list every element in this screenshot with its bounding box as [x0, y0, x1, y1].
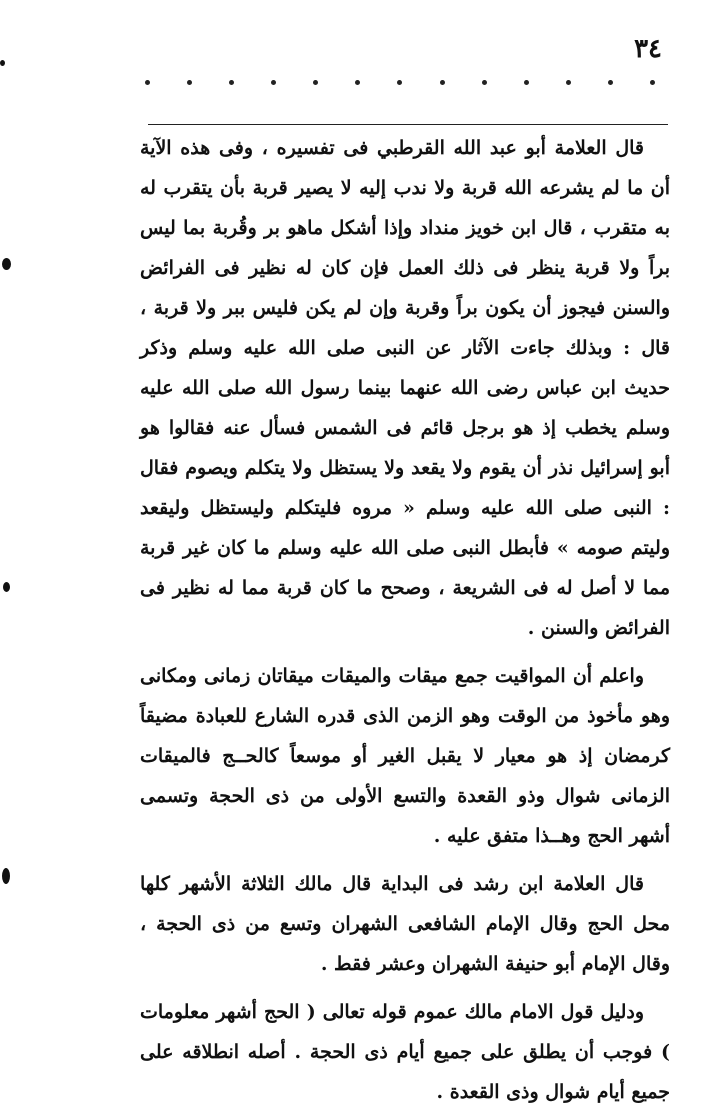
- body-text: [140, 128, 670, 1112]
- separator-dot: [566, 80, 571, 85]
- separator-dot: [313, 80, 318, 85]
- page-number: ٣٤: [634, 34, 662, 64]
- separator-dot: [608, 80, 613, 85]
- scan-blot: [0, 60, 5, 66]
- separator-dot: [187, 80, 192, 85]
- separator-dot: [271, 80, 276, 85]
- scan-blot: [2, 258, 11, 270]
- scan-blot: [2, 868, 10, 884]
- header-rule: [148, 124, 668, 125]
- separator-dot: [229, 80, 234, 85]
- paragraph-malik-evidence: ودليل قول الامام مالك عموم قوله تعالى ( الحج أشهر معلومات ) فوجب أن يطلق على جميع أيام ذى الحجة . أصله انطلاقه على جميع أيام شوال وذى القعدة .: [140, 1001, 670, 1103]
- scan-blot: [3, 582, 10, 592]
- separator-dot: [482, 80, 487, 85]
- separator-dot: [397, 80, 402, 85]
- paragraph-qurtubi: قال العلامة أبو عبد الله القرطبي فى تفسيره ، وفى هذه الآية أن ما لم يشرعه الله قربة ولا ندب إليه لا يصير قربة بأن يتقرب له به متقرب ، قال ابن خويز منداد وإذا أشكل ماهو بر وقُربة بما ليس براً ولا قربة ينظر فى ذلك العمل فإن كان له نظير فى الفرائض والسنن فيجوز أن يكون براً وقربة وإن لم يكن فليس ببر ولا قربة ، قال : وبذلك جاءت الآثار عن النبى صلى الله عليه وسلم وذكر حديث ابن عباس رضى الله عنهما بينما رسول الله صلى الله عليه وسلم يخطب إذ هو برجل قائم فى الشمس فسأل عنه فقالوا هو أبو إسرائيل نذر أن يقوم ولا يقعد ولا يستظل ولا يتكلم ويصوم فقال : النبى صلى الله عليه وسلم « مروه فليتكلم وليستظل وليقعد وليتم صومه » فأبطل النبى صلى الله عليه وسلم ما كان غير قربة مما لا أصل له فى الشريعة ، وصحح ما كان قربة مما له نظير فى الفرائض والسنن .: [140, 137, 670, 639]
- paragraph-mawaqit: واعلم أن المواقيت جمع ميقات والميقات ميقاتان زمانى ومكانى وهو مأخوذ من الوقت وهو الزمن الذى قدره الشارع للعبادة مضيقاً كرمضان إذ هو معيار لا يقبل الغير أو موسعاً كالحــج فالميقات الزمانى شوال وذو القعدة والتسع الأولى من ذى الحجة وتسمى أشهر الحج وهــذا متفق عليه .: [140, 665, 670, 847]
- separator-dots: [145, 80, 655, 85]
- separator-dot: [440, 80, 445, 85]
- separator-dot: [145, 80, 150, 85]
- separator-dot: [355, 80, 360, 85]
- separator-dot: [650, 80, 655, 85]
- separator-dot: [524, 80, 529, 85]
- paragraph-ibn-rushd: قال العلامة ابن رشد فى البداية قال مالك الثلاثة الأشهر كلها محل الحج وقال الإمام الشافعى الشهران وتسع من ذى الحجة ، وقال الإمام أبو حنيفة الشهران وعشر فقط .: [140, 873, 670, 975]
